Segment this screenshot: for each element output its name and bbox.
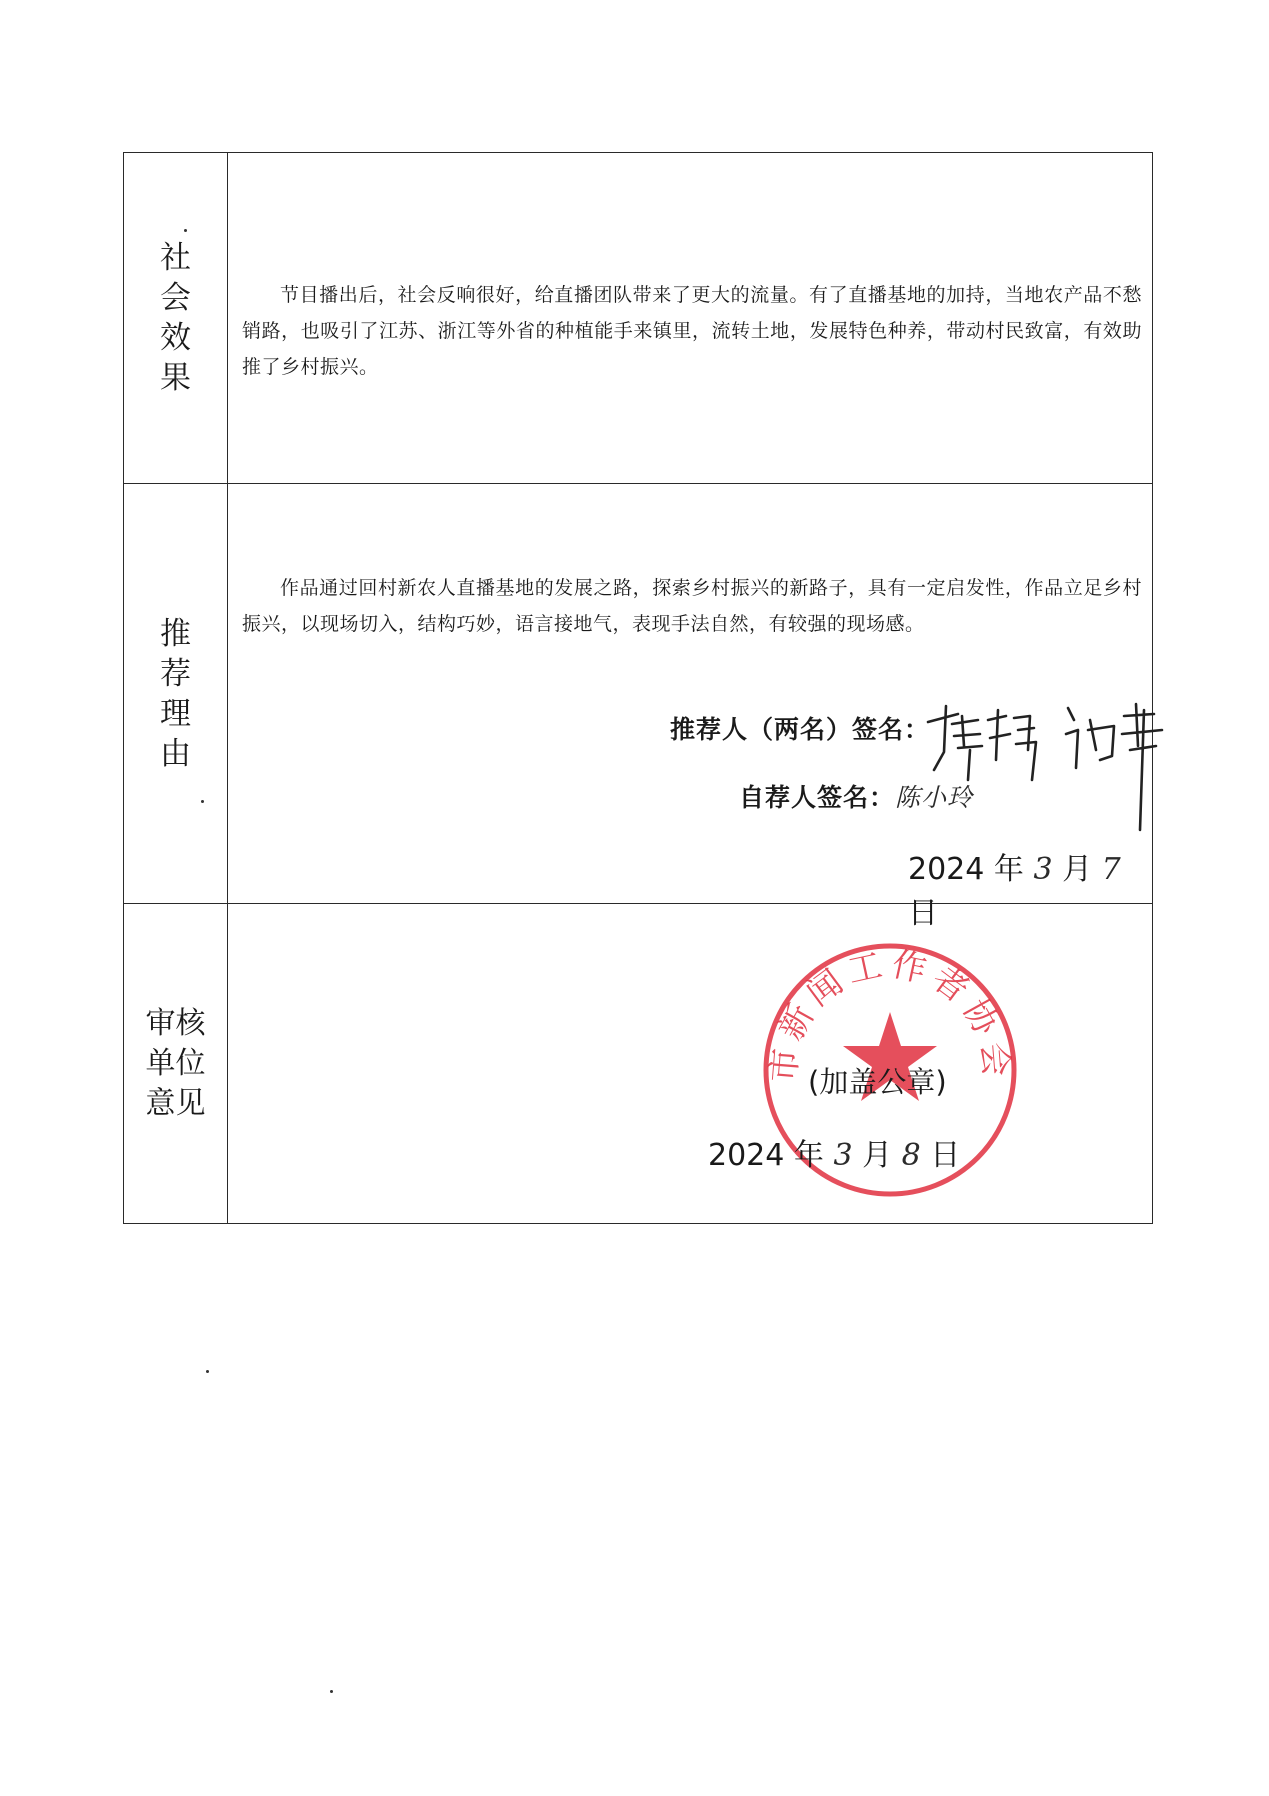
scan-speck (330, 1690, 333, 1693)
recommender-label: 推荐人（两名）签名： (670, 715, 931, 744)
recommendation-date-day-char: 日 (908, 896, 938, 931)
review-date-month-char: 月 (862, 1138, 893, 1173)
review-date-month: 3 (833, 1138, 853, 1173)
scan-speck (206, 1370, 209, 1373)
recommendation-date-month-char: 月 (1062, 852, 1093, 887)
recommendation-reason-row (124, 484, 1152, 931)
recommendation-date-year-char: 年 (993, 852, 1024, 887)
recommender-signature-line (670, 710, 930, 746)
recommendation-date-month: 3 (1033, 852, 1053, 887)
recommendation-reason-content-cell (228, 484, 1152, 931)
recommendation-date-year: 2024 (908, 852, 985, 887)
review-date-year: 2024 (708, 1138, 785, 1173)
scan-speck (201, 800, 204, 803)
review-date-year-char: 年 (793, 1138, 824, 1173)
review-date (708, 1130, 960, 1174)
recommendation-reason-label-cell (124, 484, 228, 903)
review-date-day: 8 (901, 1138, 921, 1173)
review-opinion-label-cell (124, 904, 228, 1223)
social-effect-content-cell (228, 153, 1152, 483)
seal-note: (加盖公章) (808, 1065, 947, 1099)
recommendation-reason-text: 作品通过回村新农人直播基地的发展之路，探索乡村振兴的新路子，具有一定启发性，作品立足乡村振兴，以现场切入，结构巧妙，语言接地气，表现手法自然，有较强的现场感。 (242, 577, 1142, 635)
social-effect-row (124, 153, 1152, 484)
self-recommender-label: 自荐人签名： (739, 783, 896, 812)
self-recommender-signature-line (739, 778, 973, 814)
recommender-signatures-icon (918, 690, 1178, 840)
review-date-day-char: 日 (930, 1138, 961, 1173)
social-effect-label-cell (124, 153, 228, 483)
review-opinion-label: 审核单位意见 (145, 1005, 206, 1121)
social-effect-text: 节目播出后，社会反响很好，给直播团队带来了更大的流量。有了直播基地的加持，当地农产品不愁销路，也吸引了江苏、浙江等外省的种植能手来镇里，流转土地，发展特色种养，带动村民致富，有效助推了乡村振兴。 (242, 284, 1142, 378)
scan-speck (184, 229, 187, 232)
self-recommender-name: 陈小玲 (895, 783, 974, 812)
recommendation-reason-label: 推荐理由 (160, 615, 191, 772)
social-effect-label: 社会效果 (160, 240, 191, 396)
seal-text: 市新闻工作者协会 (763, 944, 1017, 1084)
recommendation-date-day: 7 (1101, 852, 1121, 887)
